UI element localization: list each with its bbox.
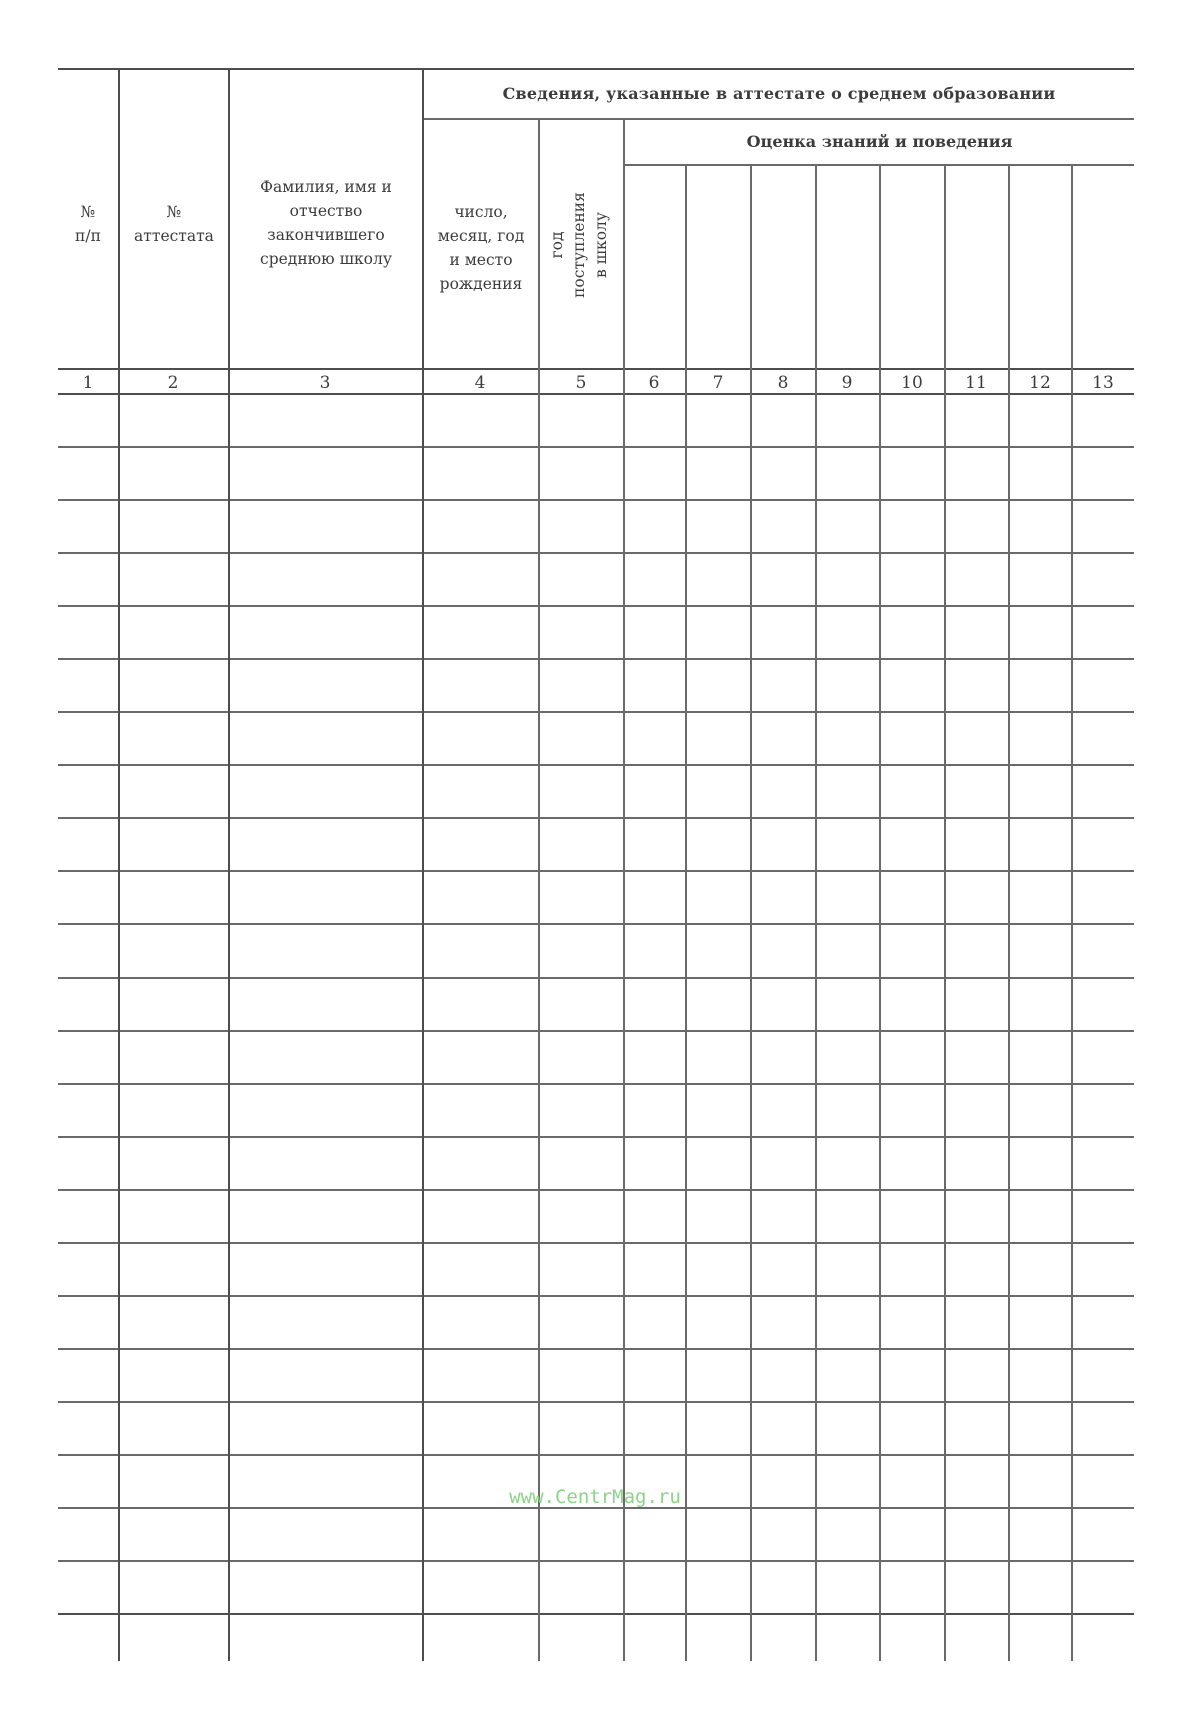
col-divider-2 <box>228 68 230 1661</box>
table-row <box>58 764 1134 766</box>
col-number-12: 12 <box>1029 373 1051 393</box>
table-row <box>58 1136 1134 1138</box>
col-divider-6 <box>685 164 687 1661</box>
header-col-1-line1: № <box>80 203 96 221</box>
header-col-5-line1: год <box>548 231 566 259</box>
table-top-border <box>58 68 1134 70</box>
table-row <box>58 1348 1134 1350</box>
header-col-3-line1: Фамилия, имя и <box>260 178 392 196</box>
table-row <box>58 711 1134 713</box>
header-bottom-border <box>58 368 1134 370</box>
header-col-2-line1: № <box>166 203 182 221</box>
header-col-2 <box>120 200 228 248</box>
table-row <box>58 1189 1134 1191</box>
header-col-4-line2: месяц, год <box>437 227 525 245</box>
col-number-13: 13 <box>1092 373 1114 393</box>
col-divider-3 <box>422 68 424 1661</box>
table-row <box>58 977 1134 979</box>
numbers-row-bottom-border <box>58 393 1134 395</box>
col-divider-1 <box>118 68 120 1661</box>
col-number-11: 11 <box>965 373 987 393</box>
col-number-4: 4 <box>474 373 486 393</box>
col-number-5: 5 <box>575 373 587 393</box>
table-row <box>58 923 1134 925</box>
table-row <box>58 1083 1134 1085</box>
watermark: www.CentrMag.ru <box>509 1486 681 1508</box>
table-row <box>58 1295 1134 1297</box>
header-col-1-line2: п/п <box>75 227 101 245</box>
col-number-9: 9 <box>841 373 853 393</box>
col-divider-7 <box>750 164 752 1661</box>
col-number-1: 1 <box>82 373 94 393</box>
subgroup-header-title: Оценка знаний и поведения <box>746 132 1013 151</box>
table-row <box>58 446 1134 448</box>
table-row <box>58 499 1134 501</box>
col-divider-10 <box>944 164 946 1661</box>
table-row <box>58 817 1134 819</box>
col-number-8: 8 <box>777 373 789 393</box>
group-header-title: Сведения, указанные в аттестате о среднем образовании <box>502 84 1056 103</box>
col-divider-9 <box>879 164 881 1661</box>
col-divider-12 <box>1071 164 1073 1661</box>
table-row <box>58 1401 1134 1403</box>
group-header-divider <box>422 118 1134 120</box>
header-col-1 <box>58 200 118 248</box>
header-col-3-line3: закончившего <box>267 226 385 244</box>
header-col-3 <box>230 175 422 271</box>
col-number-7: 7 <box>712 373 724 393</box>
header-col-4-line4: рождения <box>439 275 523 293</box>
col-number-3: 3 <box>319 373 331 393</box>
header-col-2-line2: аттестата <box>134 227 214 245</box>
table-row <box>58 1454 1134 1456</box>
header-col-4-line3: и место <box>449 251 513 269</box>
col-divider-11 <box>1008 164 1010 1661</box>
col-divider-4 <box>538 118 540 1661</box>
table-row <box>58 1030 1134 1032</box>
table-row <box>58 1242 1134 1244</box>
col-number-6: 6 <box>648 373 660 393</box>
col-number-2: 2 <box>167 373 179 393</box>
col-divider-5 <box>623 118 625 1661</box>
header-col-4-line1: число, <box>454 203 508 221</box>
table-row <box>58 1560 1134 1562</box>
header-col-4 <box>424 200 538 296</box>
header-col-3-line4: среднюю школу <box>260 250 392 268</box>
table-row <box>58 658 1134 660</box>
header-col-5-line2: поступления <box>570 192 588 298</box>
table-row <box>58 605 1134 607</box>
col-divider-8 <box>815 164 817 1661</box>
table-row <box>58 552 1134 554</box>
header-col-5 <box>546 175 614 315</box>
col-number-10: 10 <box>901 373 923 393</box>
header-col-3-line2: отчество <box>289 202 363 220</box>
table-row <box>58 870 1134 872</box>
table-row <box>58 1613 1134 1615</box>
header-col-5-line3: в школу <box>592 211 610 279</box>
